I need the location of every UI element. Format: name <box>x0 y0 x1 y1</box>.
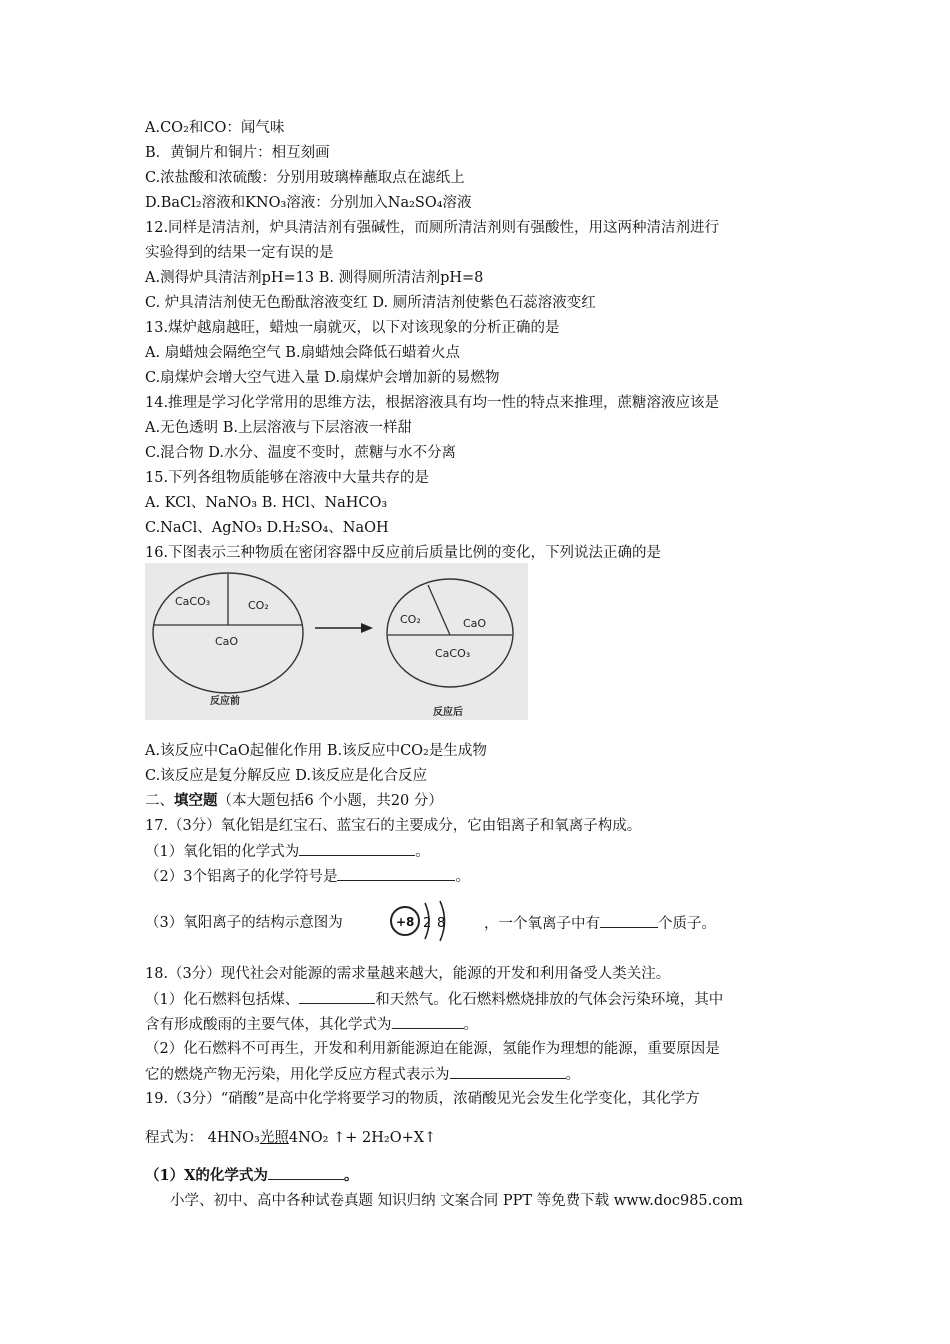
answer-blank-17-3[interactable] <box>600 913 658 928</box>
question-18-1-mid: 和天然气。化石燃料燃烧排放的气体会污染环境，其中 <box>375 992 724 1008</box>
question-17-3 <box>145 913 343 933</box>
answer-blank-18-2[interactable] <box>450 1064 566 1079</box>
question-17-2 <box>145 866 470 887</box>
option-11c: C.浓盐酸和浓硫酸：分别用玻璃棒蘸取点在滤纸上 <box>145 170 465 186</box>
question-17-3-end: 个质子。 <box>658 916 716 932</box>
before-label-cao: CaO <box>215 635 239 648</box>
after-caption: 反应后 <box>433 707 463 718</box>
question-18-1-line2 <box>145 1014 478 1035</box>
after-divider-slant <box>428 585 450 635</box>
options-13-cd: C.扇煤炉会增大空气进入量 D.扇煤炉会增加新的易燃物 <box>145 370 500 386</box>
oxygen-ion-svg <box>385 899 465 943</box>
shell-1-electrons: 2 <box>423 916 432 931</box>
footer-watermark: 小学、初中、高中各种试卷真题 知识归纳 文案合同 PPT 等免费下载 www.doc985.com <box>170 1193 743 1209</box>
shell-2-electrons: 8 <box>437 916 446 931</box>
question-17-1 <box>145 841 430 862</box>
question-15: 15.下列各组物质能够在溶液中大量共存的是 <box>145 470 430 486</box>
after-label-caco3: CaCO₃ <box>435 647 471 660</box>
question-18: 18.（3分）现代社会对能源的需求量越来越大，能源的开发和利用备受人类关注。 <box>145 966 671 982</box>
section-2-note: （本大题包括6 个小题，共20 分） <box>217 793 443 809</box>
option-11a: A.CO₂和CO：闻气味 <box>145 120 285 136</box>
options-12-cd: C. 炉具清洁剂使无色酚酞溶液变红 D. 厕所清洁剂使紫色石蕊溶液变红 <box>145 295 596 311</box>
question-19-line1: 19.（3分）“硝酸”是高中化学将要学习的物质，浓硝酸见光会发生化学变化，其化学方 <box>145 1091 700 1107</box>
options-15-cd: C.NaCl、AgNO₃ D.H₂SO₄、NaOH <box>145 520 389 536</box>
options-16-ab: A.该反应中CaO起催化作用 B.该反应中CO₂是生成物 <box>145 743 487 759</box>
options-12-ab: A.测得炉具清洁剂pH=13 B. 测得厕所清洁剂pH=8 <box>145 270 484 286</box>
question-18-1-line2-end: 。 <box>463 1017 478 1033</box>
options-15-ab: A. KCl、NaNO₃ B. HCl、NaHCO₃ <box>145 495 388 511</box>
nucleus-charge: +8 <box>396 915 415 929</box>
answer-blank-18-1b[interactable] <box>392 1014 464 1029</box>
question-16: 16.下图表示三种物质在密闭容器中反应前后质量比例的变化，下列说法正确的是 <box>145 545 662 561</box>
question-17: 17.（3分）氧化铝是红宝石、蓝宝石的主要成分，它由铝离子和氧离子构成。 <box>145 818 642 834</box>
question-18-1-text: （1）化石燃料包括煤、 <box>145 992 300 1008</box>
question-18-2-line2-end: 。 <box>565 1067 580 1083</box>
after-label-cao: CaO <box>463 617 487 630</box>
question-17-3-mid: ，一个氧离子中有 <box>484 916 600 932</box>
question-12-line2: 实验得到的结果一定有误的是 <box>145 245 334 261</box>
question-19-equation <box>145 1128 436 1148</box>
option-11b: B．黄铜片和铜片：相互刻画 <box>145 145 330 161</box>
question-17-3-tail <box>484 913 716 934</box>
question-13: 13.煤炉越扇越旺，蜡烛一扇就灭，以下对该现象的分析正确的是 <box>145 320 560 336</box>
options-14-ab: A.无色透明 B.上层溶液与下层溶液一样甜 <box>145 420 412 436</box>
question-17-2-end: 。 <box>455 869 470 885</box>
question-19-1-end: 。 <box>343 1167 359 1184</box>
answer-blank-18-1a[interactable] <box>299 989 375 1004</box>
question-17-2-text: （2）3个铝离子的化学符号是 <box>145 869 338 885</box>
arrow-head <box>361 623 373 633</box>
section-2-heading <box>145 791 443 811</box>
question-19-1-text: （1）X的化学式为 <box>145 1167 268 1184</box>
oxygen-ion-structure-diagram <box>385 899 465 943</box>
answer-blank-19-1[interactable] <box>268 1165 344 1180</box>
question-14: 14.推理是学习化学常用的思维方法，根据溶液具有均一性的特点来推理，蔗糖溶液应该是 <box>145 395 720 411</box>
answer-blank-17-2[interactable] <box>337 866 455 881</box>
question-17-1-end: 。 <box>415 844 430 860</box>
option-11d: D.BaCl₂溶液和KNO₃溶液：分别加入Na₂SO₄溶液 <box>145 195 472 211</box>
question-18-2-line2 <box>145 1064 580 1085</box>
question-17-1-text: （1）氧化铝的化学式为 <box>145 844 300 860</box>
equation-reactant: 程式为： 4HNO₃ <box>145 1130 260 1146</box>
options-13-ab: A. 扇蜡烛会隔绝空气 B.扇蜡烛会降低石蜡着火点 <box>145 345 461 361</box>
after-pie <box>387 579 513 687</box>
question-12-line1: 12.同样是清洁剂，炉具清洁剂有强碱性，而厕所清洁剂则有强酸性，用这两种清洁剂进行 <box>145 220 720 236</box>
question-18-2-line2-text: 它的燃烧产物无污染，用化学反应方程式表示为 <box>145 1067 450 1083</box>
answer-blank-17-1[interactable] <box>299 841 415 856</box>
section-2-number: 二、 <box>145 793 174 809</box>
before-label-caco3: CaCO₃ <box>175 595 211 608</box>
question-18-2-line1: （2）化石燃料不可再生，开发和利用新能源迫在能源，氢能作为理想的能源，重要原因是 <box>145 1041 720 1057</box>
options-14-cd: C.混合物 D.水分、温度不变时，蔗糖与水不分离 <box>145 445 457 461</box>
after-label-co2: CO₂ <box>400 613 421 626</box>
section-2-title: 填空题 <box>174 792 218 809</box>
question-18-1-line2-text: 含有形成酸雨的主要气体，其化学式为 <box>145 1017 392 1033</box>
reaction-pie-svg <box>145 563 528 720</box>
before-label-co2: CO₂ <box>248 599 269 612</box>
question-19-1 <box>145 1165 358 1186</box>
equation-condition: 光照 <box>259 1130 289 1146</box>
equation-products: 4NO₂ ↑+ 2H₂O+X↑ <box>288 1130 437 1146</box>
before-caption: 反应前 <box>210 696 240 707</box>
question-17-3-text: （3）氧阳离子的结构示意图为 <box>145 915 343 931</box>
question-18-1-line1 <box>145 989 723 1010</box>
reaction-pie-figure <box>145 563 528 720</box>
options-16-cd: C.该反应是复分解反应 D.该反应是化合反应 <box>145 768 428 784</box>
